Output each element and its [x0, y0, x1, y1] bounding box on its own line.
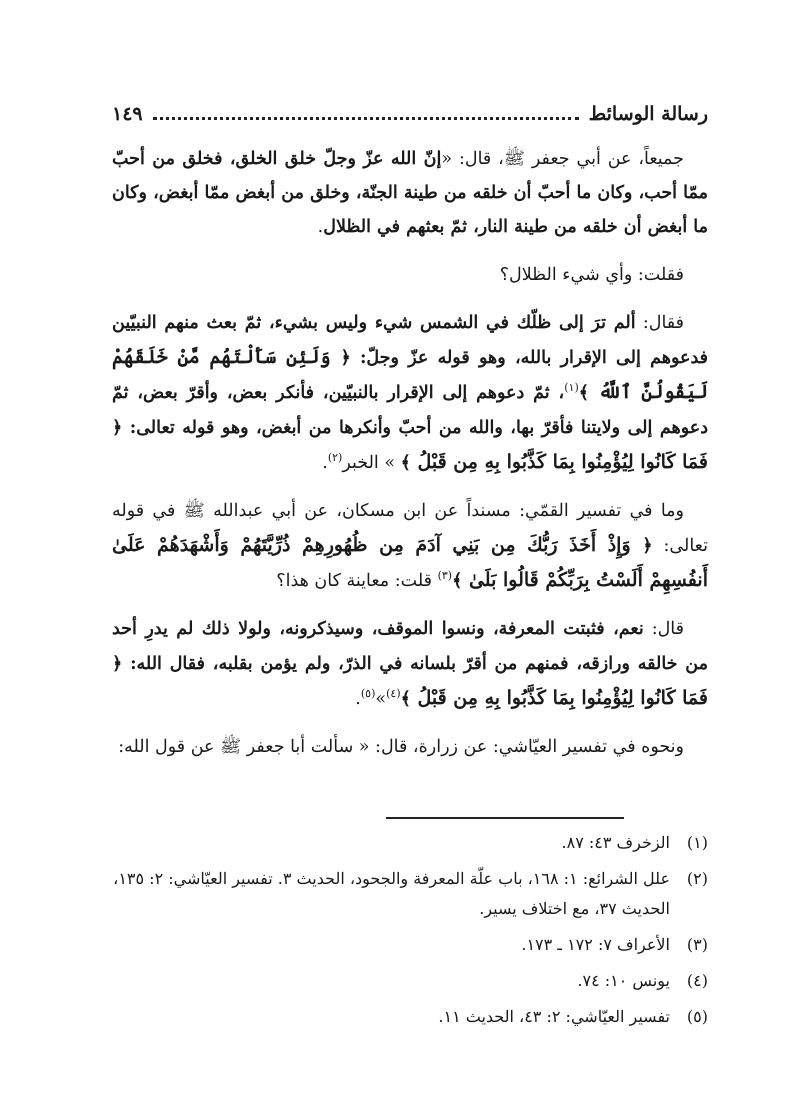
- text-run: ونحوه في تفسير العيّاشي: عن زرارة، قال: « سألت أبا جعفر ﷺ عن قول الله:: [118, 737, 684, 757]
- footnote-item: [112, 1002, 708, 1032]
- footnote-ref: (٣): [437, 569, 453, 583]
- footnote-text: علل الشرائع: ١: ١٦٨، باب علّة المعرفة والجحود، الحديث ٣. تفسير العيّاشي: ٢: ١٣٥، الحديث ٣٧، مع اختلاف يسير.: [113, 869, 670, 918]
- footnote-text: الزخرف ٤٣: ٨٧.: [561, 833, 670, 852]
- ornate-bracket: ﴿: [112, 418, 130, 438]
- footnote-item: [112, 966, 708, 996]
- footnote-text: يونس ١٠: ٧٤.: [577, 971, 670, 990]
- quran-verse: وَإِذْ أَخَذَ رَبُّكَ مِن بَنِي آدَمَ مِن ظُهُورِهِمْ ذُرِّيَّتَهُمْ وَأَشْهَدَهُمْ عَلَىٰ أَنفُسِهِمْ أَلَسْتُ بِرَبِّكُمْ قَالُوا بَلَىٰ: [112, 534, 708, 591]
- footnotes: [112, 828, 708, 1038]
- text-run: قلت: معاينة كان هذا؟: [276, 571, 438, 591]
- leader-dots: [153, 117, 579, 120]
- paragraph-p2: [112, 258, 708, 292]
- footnote-item: [112, 930, 708, 960]
- footnote-item: [112, 828, 708, 858]
- text-run: إنّ الله عزّ وجلّ خلق الخلق، فخلق من أحبّ ممّا أحب، وكان ما أحبّ أن خلقه من طينة الجنّة، وخلق من أبغض ممّا أبغض، وكان ما أبغض أن خلقه من طينة النار، ثمّ بعثهم في الظلال: [112, 149, 708, 237]
- footnote-ref: (٥): [360, 687, 376, 701]
- text-run: وما في تفسير القمّي: مسنداً عن ابن مسكان، عن أبي عبدالله ﷺ في قوله تعالى:: [112, 501, 708, 556]
- text-run: .: [317, 217, 324, 237]
- paragraph-p3: [112, 306, 708, 480]
- footnote-separator: [386, 817, 624, 819]
- ornate-bracket: ﴾: [400, 689, 411, 709]
- footnote-ref: (١): [564, 381, 579, 395]
- text-run: ، ثمّ دعوهم إلى الإقرار بالنبيّين، فأنكر بعض، وأقرّ بعض، ثمّ دعوهم إلى ولايتنا فأقرّ بها، والله من أحبّ وأنكرها من أبغض، وهو قوله تعالى:: [112, 383, 708, 438]
- paragraph-p6: [112, 730, 708, 764]
- body-text: [112, 142, 708, 778]
- page-number: ١٤٩: [112, 103, 143, 125]
- ornate-bracket: ﴾: [452, 571, 463, 591]
- quran-verse: فَمَا كَانُوا لِيُؤْمِنُوا بِمَا كَذَّبُوا بِهِ مِن قَبْلُ: [410, 451, 708, 473]
- ornate-bracket: ﴿: [340, 348, 360, 368]
- text-run: فقلت: وأي شيء الظلال؟: [499, 265, 684, 285]
- ornate-bracket: ﴾: [578, 383, 589, 403]
- text-run: ألم ترَ إلى ظلّك في الشمس شيء وليس بشيء، ثمّ بعث منهم النبيّين فدعوهم إلى الإقرار بالله، وهو قوله عزّ وجلّ:: [112, 313, 709, 368]
- footnote-ref: (٢): [327, 451, 343, 465]
- book-title: رسالة الوسائط: [588, 103, 708, 125]
- text-run: نعم، فثبتت المعرفة، ونسوا الموقف، وسيذكرونه، ولولا ذلك لم يدرِ أحد من خالقه ورازقه، فمنهم من أقرّ بلسانه في الذرّ، ولم يؤمن بقلبه، فقال الله:: [112, 619, 708, 674]
- text-run: .: [322, 453, 328, 473]
- running-header: [112, 94, 708, 134]
- text-run: »: [375, 689, 387, 709]
- ornate-bracket: ﴾: [400, 453, 411, 473]
- footnote-ref: (٤): [386, 687, 401, 701]
- text-run: فقال:: [635, 313, 684, 333]
- footnote-number: (١): [686, 833, 708, 852]
- paragraph-p4: [112, 494, 708, 598]
- paragraph-p5: [112, 612, 708, 716]
- text-run: قال:: [643, 619, 684, 639]
- quran-verse: فَمَا كَانُوا لِيُؤْمِنُوا بِمَا كَذَّبُوا بِهِ مِن قَبْلُ: [410, 687, 708, 709]
- footnote-text: الأعراف ٧: ١٧٢ ـ ١٧٣.: [521, 935, 670, 954]
- footnote-number: (٤): [686, 971, 708, 990]
- text-run: جميعاً، عن أبي جعفر ﷺ، قال: «: [441, 149, 684, 169]
- footnote-item: [112, 864, 708, 924]
- text-run: .: [355, 689, 361, 709]
- text-run: » الخبر: [342, 453, 401, 473]
- ornate-bracket: ﴿: [112, 654, 131, 674]
- quran-verse: وَلَئِن سَأَلْتَهُم مَّنْ خَلَقَهُمْ لَيَقُولُنَّ ٱللَّهُ: [112, 346, 708, 403]
- footnote-number: (٥): [686, 1007, 708, 1026]
- footnote-number: (٢): [686, 869, 708, 888]
- footnote-number: (٣): [686, 935, 708, 954]
- footnote-text: تفسير العيّاشي: ٢: ٤٣، الحديث ١١.: [438, 1007, 670, 1026]
- paragraph-p1: [112, 142, 708, 244]
- ornate-bracket: ﴿: [642, 536, 664, 556]
